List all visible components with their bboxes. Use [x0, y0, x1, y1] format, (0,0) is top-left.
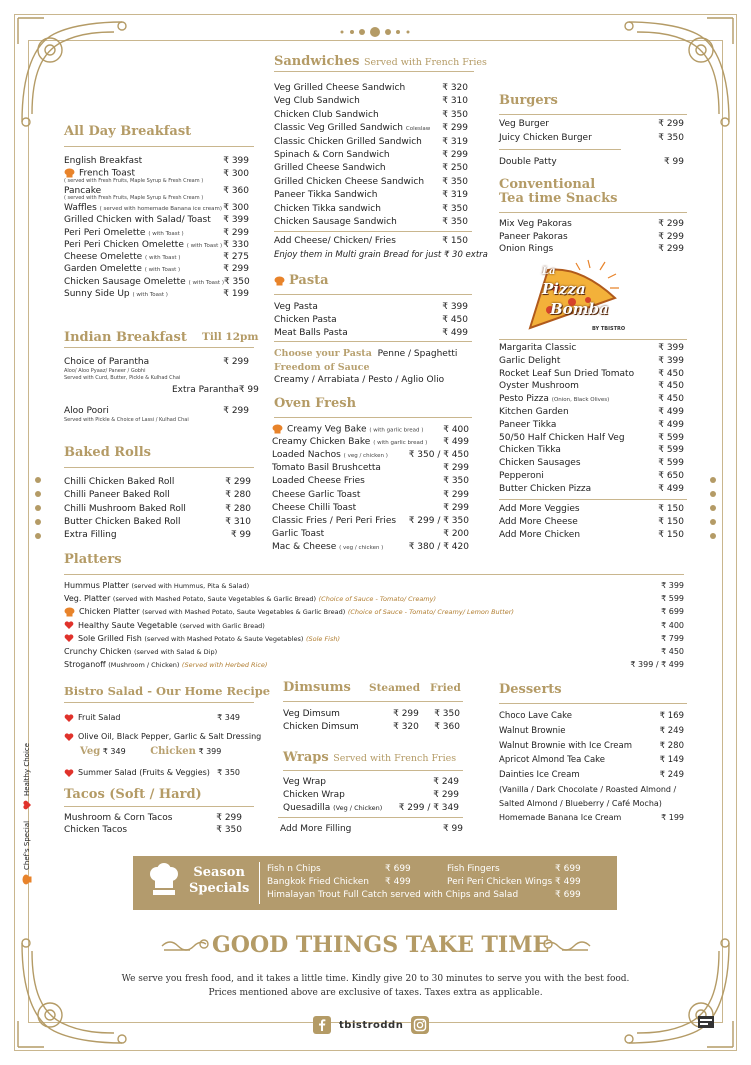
menu-item: Choice of Parantha ₹ 299	[64, 357, 249, 367]
logo-text-bomba: Bomba	[550, 300, 609, 318]
menu-item: Quesadilla (Veg / Chicken) ₹ 299 / ₹ 349	[283, 803, 459, 813]
heart-icon	[64, 620, 74, 630]
legend-chef: Chef's Special	[22, 821, 32, 885]
menu-item: Creamy Chicken Bake ( with garlic bread ) ₹ 499	[272, 437, 469, 448]
menu-item: Crunchy Chicken (served with Salad & Dip) ₹ 450	[64, 647, 684, 656]
menu-item: Loaded Nachos ( veg / chicken ) ₹ 350 / ₹ 450	[272, 450, 469, 461]
section-title-platters: Platters	[64, 552, 122, 567]
footer-line-1: We serve you fresh food, and it takes a little time. Kindly give 20 to 30 minutes to serve you with the best food.	[121, 974, 630, 984]
dimsums-col-steamed: Steamed	[369, 682, 421, 694]
sauce-options: Creamy / Arrabiata / Pesto / Aglio Olio	[274, 375, 445, 385]
item-note: ( served with Fresh Fruits, Maple Syrup & Fresh Cream )	[64, 177, 204, 184]
menu-item: English Breakfast ₹ 399	[64, 156, 249, 166]
section-title-wraps: Wraps Served with French Fries	[283, 750, 457, 765]
menu-item: Mushroom & Corn Tacos ₹ 299	[64, 813, 242, 823]
menu-item: Garlic Toast ₹ 200	[272, 528, 469, 539]
section-title-all-day-breakfast: All Day Breakfast	[64, 124, 192, 139]
headline: GOOD THINGS TAKE TIME	[212, 932, 550, 958]
menu-item: Chicken Wrap ₹ 299	[283, 790, 459, 800]
menu-item: Add More Filling ₹ 99	[280, 824, 463, 834]
menu-item: Meat Balls Pasta ₹ 499	[274, 328, 468, 339]
divider	[274, 341, 472, 342]
menu-item: Cheese Chilli Toast ₹ 299	[272, 502, 469, 513]
menu-item: Fruit Salad ₹ 349	[64, 712, 240, 723]
salad-veg-chicken: Veg ₹ 349 Chicken ₹ 399	[80, 746, 222, 757]
dessert-flavours: (Vanilla / Dark Chocolate / Roasted Almond /	[499, 785, 677, 794]
divider	[499, 212, 687, 213]
menu-item: Juicy Chicken Burger ₹ 350	[499, 133, 684, 143]
divider	[278, 817, 463, 818]
menu-item: Kitchen Garden ₹ 499	[499, 407, 684, 417]
menu-item: Onion Rings ₹ 299	[499, 244, 684, 254]
divider	[64, 146, 254, 147]
menu-item: Sole Grilled Fish (served with Mashed Potato & Saute Vegetables) (Sole Fish) ₹ 799	[64, 633, 684, 645]
season-specials-banner	[133, 856, 617, 910]
menu-item: Chicken Sausages ₹ 599	[499, 458, 684, 469]
menu-item: Extra Filling ₹ 99	[64, 530, 251, 541]
heart-icon	[64, 633, 74, 643]
menu-item: Add More Cheese ₹ 150	[499, 517, 684, 528]
menu-item: Peri Peri Chicken Omelette ( with Toast ) ₹ 330	[64, 239, 249, 250]
menu-item: Add More Chicken ₹ 150	[499, 530, 684, 541]
choose-pasta: Choose your Pasta Penne / Spaghetti	[274, 348, 458, 359]
menu-item: Add More Veggies ₹ 150	[499, 504, 684, 514]
menu-item: Walnut Brownie ₹ 249	[499, 725, 684, 736]
footer-line-2: Prices mentioned above are exclusive of taxes. Taxes extra as applicable.	[208, 988, 543, 998]
menu-item: Chicken Tikka ₹ 599	[499, 445, 684, 456]
divider	[283, 770, 463, 771]
menu-item: Sunny Side Up ( with Toast ) ₹ 199	[64, 289, 249, 299]
menu-item: Grilled Cheese Sandwich ₹ 250	[274, 163, 468, 174]
section-title-baked-rolls: Baked Rolls	[64, 445, 151, 460]
menu-item: Chicken Dimsum ₹ 320 ₹ 360	[283, 722, 460, 732]
menu-item: Pepperoni ₹ 650	[499, 471, 684, 481]
menu-item: Paneer Pakoras ₹ 299	[499, 231, 684, 242]
section-title-bistro-salad: Bistro Salad - Our Home Recipe	[64, 684, 271, 698]
instagram-icon[interactable]	[411, 1016, 429, 1034]
season-title: Season Specials	[189, 865, 250, 896]
legend-healthy: Healthy Choice	[22, 743, 32, 810]
section-title-tacos: Tacos (Soft / Hard)	[64, 787, 202, 802]
menu-item: Chicken Platter (served with Mashed Potato, Saute Vegetables & Garlic Bread) (Choice of Sauce - Tomato/ Creamy/ Lemon Butter) ₹ 699	[64, 606, 684, 618]
dessert-flavours-2: Salted Almond / Blueberry / Café Mocha)	[499, 799, 662, 808]
divider	[499, 703, 687, 704]
menu-item: Double Patty ₹ 99	[499, 157, 684, 167]
chef-hat-icon	[147, 864, 181, 900]
item-note: Aloo/ Aloo Pyaaz/ Paneer / Gobhi	[64, 368, 146, 374]
menu-item: French Toast ₹ 300	[64, 168, 249, 180]
menu-item: Veg Wrap ₹ 249	[283, 777, 459, 787]
sandwich-note: Enjoy them in Multi grain Bread for just ₹ 30 extra	[274, 250, 488, 260]
divider	[64, 347, 254, 348]
menu-item: Butter Chicken Baked Roll ₹ 310	[64, 516, 251, 527]
section-title-burgers: Burgers	[499, 93, 558, 108]
menu-item: Chicken Sausage Sandwich ₹ 350	[274, 217, 468, 227]
divider	[274, 231, 472, 232]
social-bar	[313, 1015, 429, 1035]
menu-item: Veg. Platter (served with Mashed Potato, Saute Vegetables & Garlic Bread) (Choice of Sauce - Tomato/ Creamy) ₹ 599	[64, 594, 684, 604]
menu-item: Chilli Paneer Baked Roll ₹ 280	[64, 490, 251, 501]
chef-special-icon	[64, 607, 75, 617]
menu-item: Veg Grilled Cheese Sandwich ₹ 320	[274, 83, 468, 93]
menu-item: Paneer Tikka ₹ 499	[499, 419, 684, 430]
divider	[64, 702, 254, 703]
menu-item: Stroganoff (Mushroom / Chicken) (Served with Herbed Rice) ₹ 399 / ₹ 499	[64, 660, 684, 670]
menu-item: Rocket Leaf Sun Dried Tomato ₹ 450	[499, 368, 684, 379]
season-row-1: Fish n Chips ₹ 699 Fish Fingers ₹ 699	[267, 864, 581, 874]
divider	[274, 294, 472, 295]
menu-item: Chicken Tacos ₹ 350	[64, 825, 242, 835]
sauce-label: Freedom of Sauce	[274, 362, 370, 373]
section-title-tea-snacks-2: Tea time Snacks	[499, 191, 618, 206]
menu-item: Classic Veg Grilled Sandwich Coleslaw ₹ 299	[274, 123, 468, 134]
menu-item: Veg Dimsum ₹ 299 ₹ 350	[283, 709, 460, 719]
menu-item: Dainties Ice Cream ₹ 249	[499, 770, 684, 781]
menu-item: Healthy Saute Vegetable (served with Garlic Bread) ₹ 400	[64, 620, 684, 632]
menu-item: Apricot Almond Tea Cake ₹ 149	[499, 755, 684, 766]
divider	[64, 467, 254, 468]
divider	[64, 806, 254, 807]
menu-item: Chicken Club Sandwich ₹ 350	[274, 109, 468, 120]
menu-item: Veg Burger ₹ 299	[499, 119, 684, 129]
menu-item: Oyster Mushroom ₹ 450	[499, 381, 684, 392]
menu-item: Chilli Chicken Baked Roll ₹ 299	[64, 477, 251, 487]
menu-item: Classic Fries / Peri Peri Fries ₹ 299 / ₹ 350	[272, 515, 469, 526]
menu-item: Margarita Classic ₹ 399	[499, 343, 684, 353]
menu-item: Chicken Tikka sandwich ₹ 350	[274, 203, 468, 214]
menu-item: 50/50 Half Chicken Half Veg ₹ 599	[499, 432, 684, 443]
menu-item: Cheese Garlic Toast ₹ 299	[272, 489, 469, 500]
menu-item: Pesto Pizza (Onion, Black Olives) ₹ 450	[499, 394, 684, 405]
menu-item: Mac & Cheese ( veg / chicken ) ₹ 380 / ₹ 420	[272, 541, 469, 552]
divider	[499, 114, 687, 115]
menu-item: Spinach & Corn Sandwich ₹ 299	[274, 150, 468, 160]
menu-item: Choco Lave Cake ₹ 169	[499, 711, 684, 721]
menu-item: Cheese Omelette ( with Toast ) ₹ 275	[64, 252, 249, 263]
menu-item: Paneer Tikka Sandwich ₹ 319	[274, 190, 468, 201]
divider	[499, 499, 687, 500]
menu-item: Butter Chicken Pizza ₹ 499	[499, 483, 684, 494]
item-note: ( served with Fresh Fruits, Maple Syrup & Fresh Cream )	[64, 194, 204, 201]
menu-item: Mix Veg Pakoras ₹ 299	[499, 219, 684, 229]
logo-text-pizza: Pizza	[542, 280, 586, 298]
section-title-dimsums: Dimsums	[283, 680, 351, 695]
menu-item: Walnut Brownie with Ice Cream ₹ 280	[499, 740, 684, 751]
season-row-2: Bangkok Fried Chicken ₹ 499 Peri Peri Chicken Wings ₹ 499	[267, 877, 581, 887]
divider	[499, 339, 687, 340]
menu-item: Pancake ₹ 360	[64, 185, 249, 196]
logo-text-la: La	[542, 266, 556, 277]
chef-special-icon	[22, 874, 32, 885]
logo-byline: BY TBISTRO	[592, 326, 626, 332]
menu-item: Olive Oil, Black Pepper, Garlic & Salt Dressing	[64, 731, 254, 742]
chef-special-icon	[274, 276, 285, 286]
item-note: Served with Pickle & Choice of Lassi / Kulhad Chai	[64, 417, 189, 423]
divider	[283, 701, 463, 702]
menu-item: Homemade Banana Ice Cream ₹ 199	[499, 813, 684, 822]
season-row-3: Himalayan Trout Full Catch served with Chips and Salad ₹ 699	[267, 890, 581, 900]
heart-icon	[64, 768, 74, 778]
chef-special-icon	[272, 424, 283, 434]
menu-item: Garden Omelette ( with Toast ) ₹ 299	[64, 264, 249, 275]
section-title-desserts: Desserts	[499, 682, 562, 697]
menu-item: Tomato Basil Brushcetta ₹ 299	[272, 463, 469, 474]
menu-item: Grilled Chicken with Salad/ Toast ₹ 399	[64, 215, 249, 226]
menu-item: Creamy Veg Bake ( with garlic bread ) ₹ 400	[272, 424, 469, 437]
dimsums-col-fried: Fried	[430, 682, 461, 694]
menu-item: Veg Club Sandwich ₹ 310	[274, 96, 468, 107]
social-handle[interactable]: tbistroddn	[339, 1019, 404, 1031]
heart-icon	[64, 713, 74, 723]
menu-item: Add Cheese/ Chicken/ Fries ₹ 150	[274, 236, 468, 246]
menu-item: Peri Peri Omelette ( with Toast ) ₹ 299	[64, 227, 249, 238]
facebook-icon[interactable]	[313, 1016, 331, 1034]
menu-item: Veg Pasta ₹ 399	[274, 302, 468, 312]
menu-item: Chilli Mushroom Baked Roll ₹ 280	[64, 503, 251, 514]
pizza-bomba-logo	[520, 258, 635, 338]
divider	[274, 71, 474, 72]
menu-item: Summer Salad (Fruits & Veggies) ₹ 350	[64, 767, 240, 778]
section-title-tea-snacks: Conventional	[499, 177, 596, 192]
season-divider	[259, 862, 260, 904]
section-title-oven-fresh: Oven Fresh	[274, 396, 357, 411]
heart-icon	[64, 732, 74, 742]
section-title-pasta: Pasta	[274, 273, 329, 288]
divider	[274, 417, 472, 418]
section-title-indian-breakfast: Indian Breakfast	[64, 330, 187, 345]
menu-item: Loaded Cheese Fries ₹ 350	[272, 476, 469, 487]
menu-item: Aloo Poori ₹ 299	[64, 406, 249, 416]
menu-item: Chicken Pasta ₹ 450	[274, 315, 468, 326]
menu-item: Hummus Platter (served with Hummus, Pita & Salad) ₹ 399	[64, 581, 684, 590]
divider	[499, 149, 621, 150]
heart-icon	[22, 800, 32, 810]
till-label: Till 12pm	[202, 331, 259, 343]
menu-item: Extra Parantha ₹ 99	[172, 385, 259, 395]
menu-item: Classic Chicken Grilled Sandwich ₹ 319	[274, 136, 468, 147]
menu-item: Chicken Sausage Omelette ( with Toast ) ₹ 350	[64, 276, 250, 287]
divider	[64, 574, 684, 575]
section-title-sandwiches: Sandwiches Served with French Fries	[274, 54, 487, 69]
menu-item: Garlic Delight ₹ 399	[499, 355, 684, 366]
menu-item: Waffles ( served with homemade Banana ice cream) ₹ 300	[64, 202, 249, 213]
menu-item: Grilled Chicken Cheese Sandwich ₹ 350	[274, 176, 468, 187]
item-note: Served with Curd, Butter, Pickle & Kulhad Chai	[64, 375, 181, 381]
